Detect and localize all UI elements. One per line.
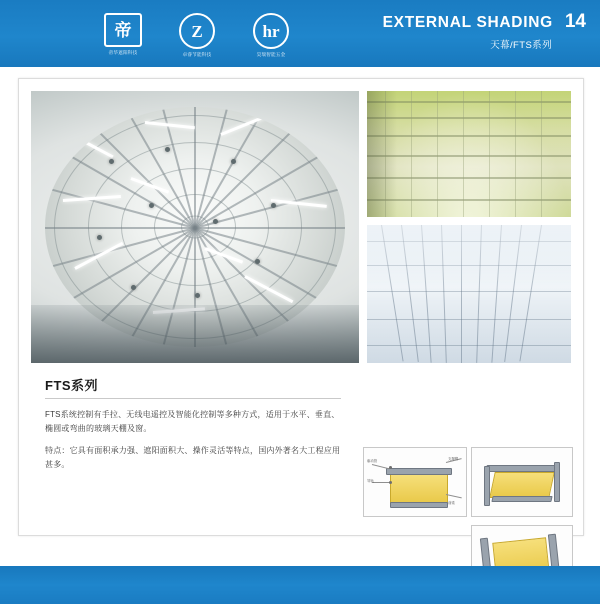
photo-floor-gradient (31, 305, 359, 363)
hr-logo-icon: hr (253, 13, 289, 49)
description-paragraph-1: FTS系统控制有手拉、无线电遥控及智能化控制等多种方式，适用于水平、垂直、椭圆或弯曲的玻璃天棚及窗。 (45, 410, 340, 433)
logo-group (100, 13, 294, 58)
page-footer (0, 566, 600, 604)
content-card (18, 78, 584, 536)
diagram-label: 导轨 (367, 479, 374, 483)
page-header (0, 0, 600, 67)
zd-logo-icon: Z (179, 13, 215, 49)
series-title: FTS系列 (45, 378, 99, 393)
dome-ceiling-photo (31, 91, 359, 363)
logo-item (100, 13, 146, 56)
building-logo-icon: 帝 (104, 13, 142, 47)
glass-roof-photo (367, 225, 571, 363)
logo-caption: 昊瑞智能五金 (256, 52, 286, 57)
page-subtitle: 天幕/FTS系列 (490, 40, 552, 51)
series-description (45, 375, 345, 480)
logo-caption: 帝华遮阳科技 (108, 50, 138, 55)
yellow-skylight-photo (367, 91, 571, 217)
description-paragraph-2: 特点：它具有面积承力强、遮阳面积大、操作灵活等特点，国内外著名大工程应用甚多。 (45, 446, 341, 469)
fts-structure-diagram-angle (471, 447, 573, 517)
logo-item (174, 13, 220, 58)
title-divider (45, 398, 341, 399)
page-title: EXTERNAL SHADING (382, 14, 553, 31)
logo-item (248, 13, 294, 58)
diagram-label: 前梁 (448, 501, 455, 505)
fts-structure-diagram-front (363, 447, 467, 517)
header-title-area (383, 12, 586, 51)
logo-caption: 卓睿节能科技 (182, 52, 212, 57)
diagram-label: 支撑臂 (448, 457, 459, 461)
diagram-label: 驱动管 (367, 459, 378, 463)
page-number: 14 (564, 11, 586, 32)
